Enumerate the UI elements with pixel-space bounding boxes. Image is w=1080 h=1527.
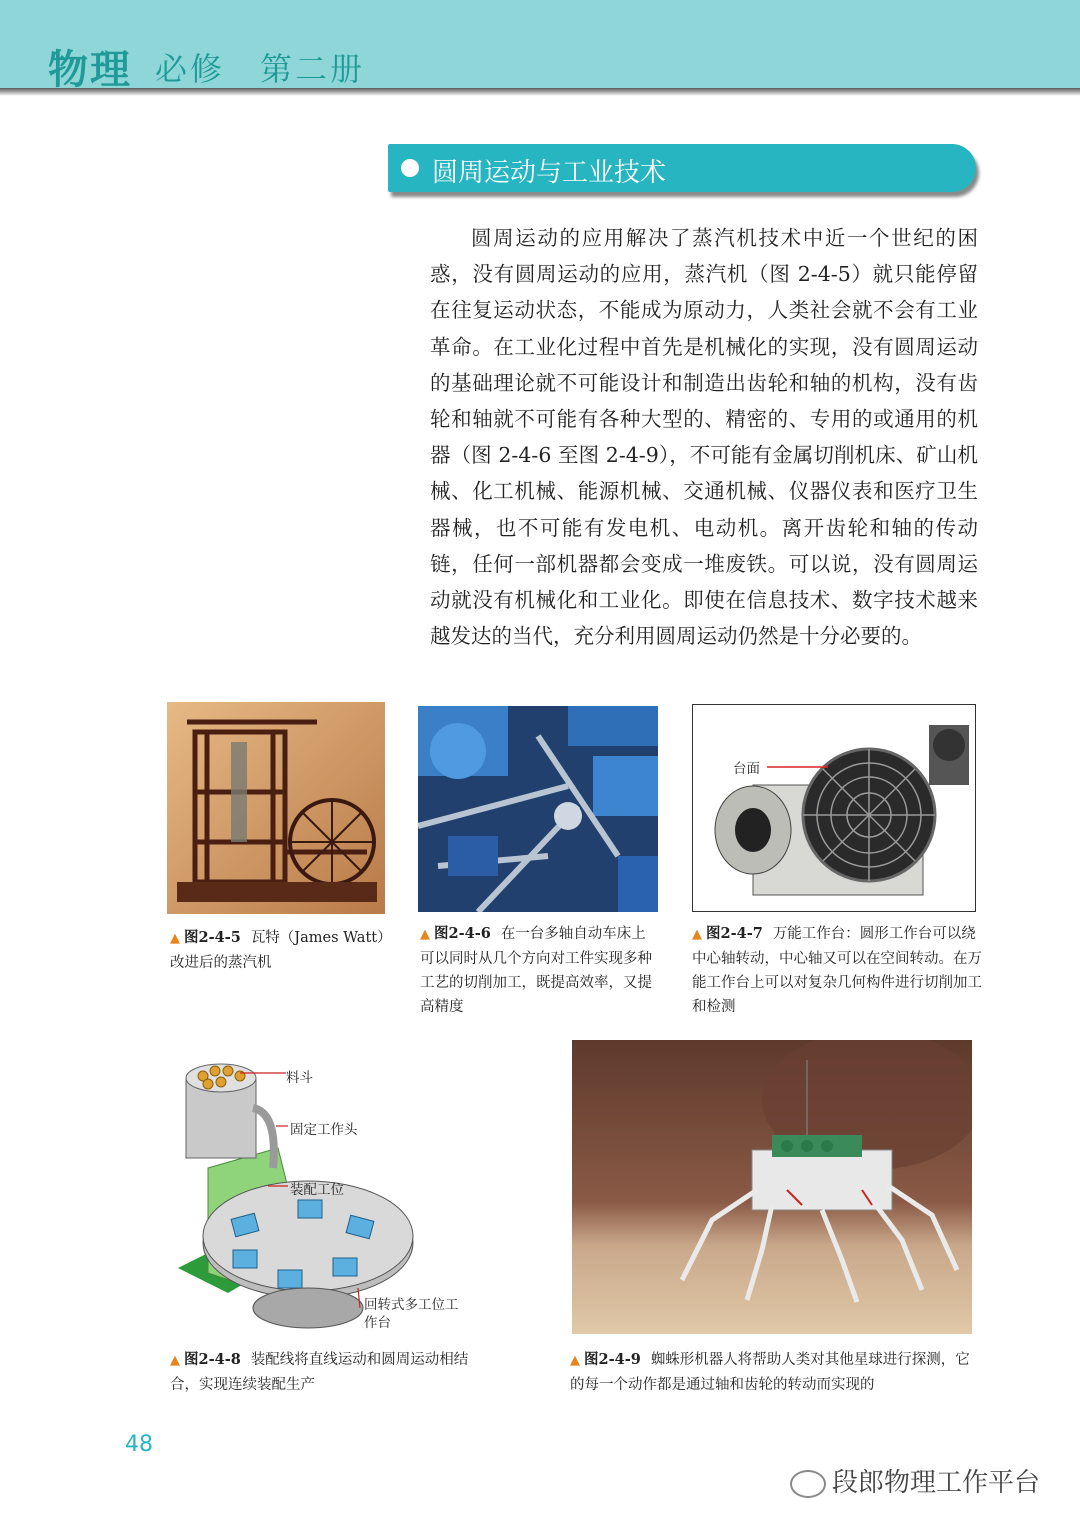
triangle-marker-icon: ▲ bbox=[170, 931, 180, 946]
multi-spindle-lathe-photo bbox=[418, 706, 658, 912]
bullet-dot-icon bbox=[401, 159, 419, 177]
figure-caption-text: 蜘蛛形机器人将帮助人类对其他星球进行探测，它的每一个动作都是通过轴和齿轮的转动而实现的 bbox=[570, 1352, 970, 1393]
subject-title: 物理 bbox=[48, 47, 132, 93]
universal-worktable-photo bbox=[692, 704, 976, 912]
caption-fig-2-4-5 bbox=[170, 926, 395, 975]
chat-bubble-icon bbox=[790, 1470, 826, 1498]
body-paragraph: 圆周运动的应用解决了蒸汽机技术中近一个世纪的困惑，没有圆周运动的应用，蒸汽机（图 2-4-5）就只能停留在往复运动状态，不能成为原动力，人类社会就不会有工业革命。在工业化过程中首先是机械化的实现，没有圆周运动的基础理论就不可能设计和制造出齿轮和轴的机构，没有齿轮和轴就不可能有各种大型的、精密的、专用的或通用的机器（图 2-4-6 至图 2-4-9），不可能有金属切削机床、矿山机械、化工机械、能源机械、交通机械、仪器仪表和医疗卫生器械，也不可能有发电机、电动机。离开齿轮和轴的传动链，任何一部机器都会变成一堆废铁。可以说，没有圆周运动就没有机械化和工业化。即使在信息技术、数字技术越来越发达的当代，充分利用圆周运动仍然是十分必要的。 bbox=[430, 226, 978, 649]
figure-number: 图2-4-6 bbox=[434, 925, 491, 942]
triangle-marker-icon: ▲ bbox=[570, 1353, 580, 1368]
label-fixed-head: 固定工作头 bbox=[290, 1122, 358, 1138]
section-title: 圆周运动与工业技术 bbox=[432, 158, 667, 188]
spider-robot-photo bbox=[572, 1040, 972, 1334]
figure-caption-text: 在一台多轴自动车床上可以同时从几个方向对工件实现多种工艺的切削加工，既提高效率，又提高精度 bbox=[420, 926, 652, 1015]
caption-fig-2-4-9 bbox=[570, 1348, 980, 1397]
figure-number: 图2-4-5 bbox=[184, 929, 241, 946]
caption-fig-2-4-8 bbox=[170, 1348, 475, 1397]
figure-caption-text: 装配线将直线运动和圆周运动相结合，实现连续装配生产 bbox=[170, 1352, 469, 1393]
label-rotary-table: 回转式多工位工作台 bbox=[364, 1297, 459, 1331]
caption-fig-2-4-7 bbox=[692, 922, 982, 1019]
caption-fig-2-4-6 bbox=[420, 922, 660, 1019]
section-banner bbox=[388, 144, 976, 192]
figure-number: 图2-4-9 bbox=[584, 1351, 641, 1368]
figure-caption-text: 万能工作台：圆形工作台可以绕中心轴转动，中心轴又可以在空间转动。在万能工作台上可以对复杂几何构件进行切削加工和检测 bbox=[692, 926, 982, 1015]
label-hopper: 料斗 bbox=[286, 1070, 313, 1086]
triangle-marker-icon: ▲ bbox=[420, 927, 430, 942]
label-table-surface: 台面 bbox=[733, 761, 760, 777]
figure-number: 图2-4-7 bbox=[706, 925, 763, 942]
triangle-marker-icon: ▲ bbox=[692, 927, 702, 942]
label-assembly-station: 装配工位 bbox=[290, 1182, 344, 1198]
book-label: 第二册 bbox=[260, 50, 366, 88]
figure-number: 图2-4-8 bbox=[184, 1351, 241, 1368]
triangle-marker-icon: ▲ bbox=[170, 1353, 180, 1368]
volume-label: 必修 bbox=[155, 50, 226, 88]
page-number: 48 bbox=[125, 1432, 153, 1457]
watermark bbox=[790, 1462, 1040, 1499]
figure-caption-text: 瓦特（James Watt）改进后的蒸汽机 bbox=[170, 930, 392, 971]
assembly-line-diagram bbox=[168, 1058, 468, 1343]
steam-engine-photo bbox=[167, 702, 385, 914]
watermark-text: 段郎物理工作平台 bbox=[832, 1468, 1041, 1498]
